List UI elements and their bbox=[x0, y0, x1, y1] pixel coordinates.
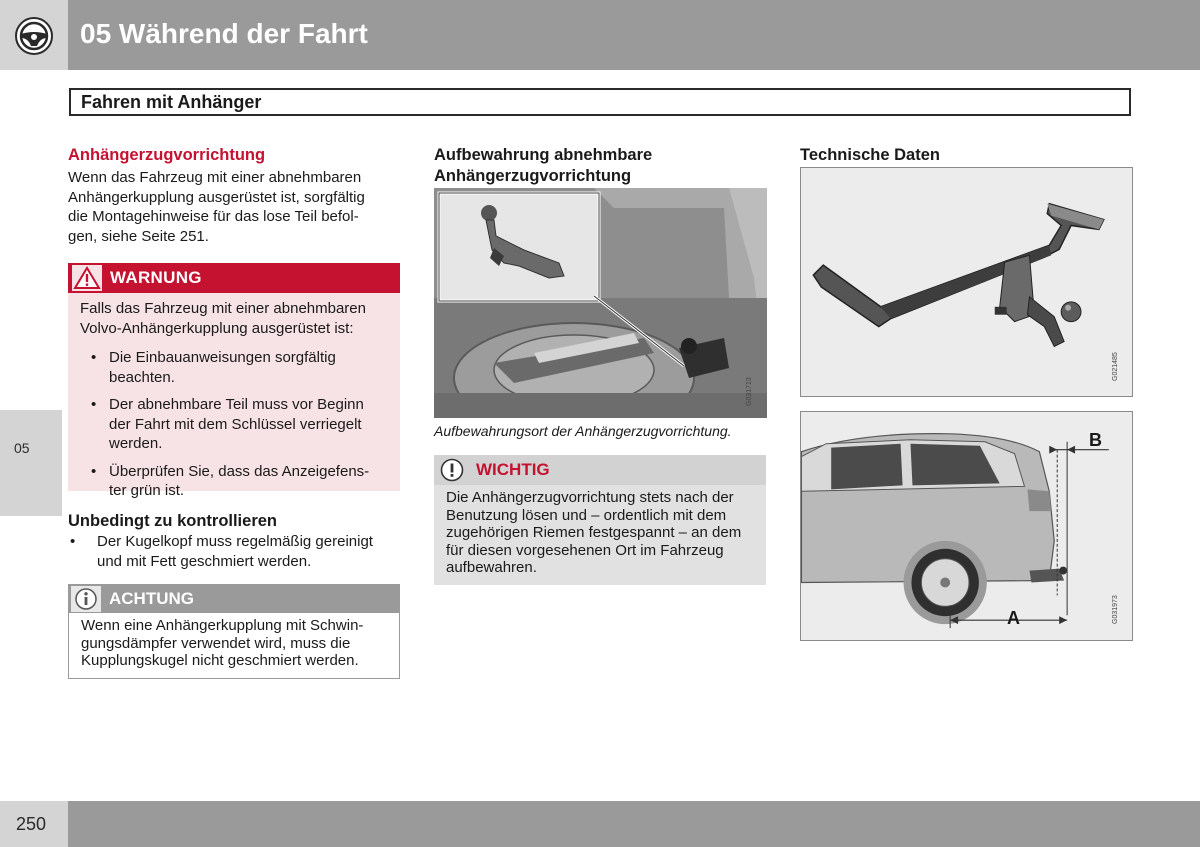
car-dimensions-illustration bbox=[800, 411, 1133, 641]
warning-bullet bbox=[80, 348, 392, 387]
warning-bullet bbox=[80, 395, 392, 454]
achtung-body bbox=[81, 617, 391, 670]
chapter-title: 05 Während der Fahrt bbox=[80, 18, 368, 49]
warning-body bbox=[80, 299, 392, 501]
wichtig-line: für diesen vorgesehenen Ort im Fahrzeug bbox=[446, 541, 724, 559]
page-number: 250 bbox=[16, 814, 47, 834]
warning-intro-line: Falls das Fahrzeug mit einer abnehmbaren bbox=[80, 300, 366, 317]
column-3-heading bbox=[800, 145, 1132, 166]
wichtig-line: zugehörigen Riemen festgespannt – an dem bbox=[446, 524, 742, 541]
achtung-line: gungsdämpfer verwendet wird, muss die bbox=[81, 634, 351, 652]
hitch-intro bbox=[68, 168, 400, 246]
column-1 bbox=[68, 145, 400, 246]
intro-line: gen, siehe Seite 251. bbox=[68, 227, 209, 245]
dimension-label-b: B bbox=[1089, 430, 1102, 450]
achtung-line: Wenn eine Anhängerkupplung mit Schwin- bbox=[81, 617, 364, 634]
steering-wheel-icon bbox=[14, 16, 54, 56]
wichtig-line: aufbewahren. bbox=[446, 559, 537, 576]
warning-label: WARNUNG bbox=[110, 268, 202, 287]
wichtig-label: WICHTIG bbox=[476, 460, 550, 479]
chapter-side-tab bbox=[0, 410, 62, 516]
check-section bbox=[68, 511, 400, 571]
bullet-line: • Überprüfen Sie, dass das Anzeigefens- bbox=[109, 462, 370, 480]
section-title: Fahren mit Anhänger bbox=[81, 92, 262, 112]
warning-box bbox=[68, 263, 400, 499]
exclamation-icon bbox=[440, 458, 464, 482]
warning-triangle-icon bbox=[72, 265, 102, 291]
wichtig-line: Die Anhängerzugvorrichtung stets nach der bbox=[446, 489, 734, 506]
warning-header bbox=[68, 263, 400, 293]
storage-heading-line: Aufbewahrung abnehmbare bbox=[434, 146, 653, 164]
bullet-line: • Die Einbauanweisungen sorgfältig bbox=[109, 349, 336, 366]
tech-data-heading: Technische Daten bbox=[800, 146, 940, 164]
wichtig-body bbox=[446, 489, 758, 577]
achtung-label: ACHTUNG bbox=[109, 589, 194, 608]
info-icon bbox=[71, 586, 101, 612]
achtung-header bbox=[69, 585, 399, 613]
bullet-line: werden. bbox=[109, 435, 163, 452]
bullet-line: der Fahrt mit dem Schlüssel verriegelt bbox=[109, 415, 362, 433]
check-item-line: • Der Kugelkopf muss regelmäßig gereinigt bbox=[97, 533, 373, 550]
image-caption: Aufbewahrungsort der Anhängerzugvorrichtung. bbox=[434, 423, 732, 439]
check-item bbox=[68, 532, 400, 571]
intro-line: Wenn das Fahrzeug mit einer abnehmbaren bbox=[68, 169, 362, 186]
warning-bullet bbox=[80, 462, 392, 501]
trunk-storage-illustration bbox=[434, 188, 767, 418]
dimension-label-a: A bbox=[1007, 608, 1020, 628]
check-item-line: und mit Fett geschmiert werden. bbox=[97, 552, 312, 570]
wichtig-box bbox=[434, 455, 766, 585]
wichtig-header bbox=[434, 455, 766, 485]
achtung-line: Kupplungskugel nicht geschmiert werden. bbox=[81, 652, 359, 669]
bullet-line: ter grün ist. bbox=[109, 482, 185, 499]
image-code: G021485 bbox=[1112, 352, 1119, 381]
bullet-line: • Der abnehmbare Teil muss vor Beginn bbox=[109, 396, 364, 413]
hitch-heading: Anhängerzugvorrichtung bbox=[68, 146, 266, 164]
wichtig-line: Benutzung lösen und – ordentlich mit dem bbox=[446, 506, 727, 524]
section-title-box bbox=[69, 88, 1131, 116]
image-code: G031713 bbox=[746, 377, 753, 406]
footer-bar bbox=[68, 801, 1200, 847]
intro-line: die Montagehinweise für das lose Teil befol- bbox=[68, 208, 359, 225]
image-code: G031973 bbox=[1112, 595, 1119, 624]
bullet-line: beachten. bbox=[109, 368, 175, 386]
tow-bar-illustration bbox=[800, 167, 1133, 397]
check-heading: Unbedingt zu kontrollieren bbox=[68, 512, 277, 530]
warning-intro-line: Volvo-Anhängerkupplung ausgerüstet ist: bbox=[80, 319, 354, 337]
storage-heading-line: Anhängerzugvorrichtung bbox=[434, 167, 632, 185]
column-2-heading bbox=[434, 145, 766, 187]
side-tab-label: 05 bbox=[14, 440, 30, 456]
intro-line: Anhängerkupplung ausgerüstet ist, sorgfältig bbox=[68, 188, 365, 206]
header-left-block bbox=[0, 0, 68, 70]
achtung-box bbox=[68, 584, 400, 679]
